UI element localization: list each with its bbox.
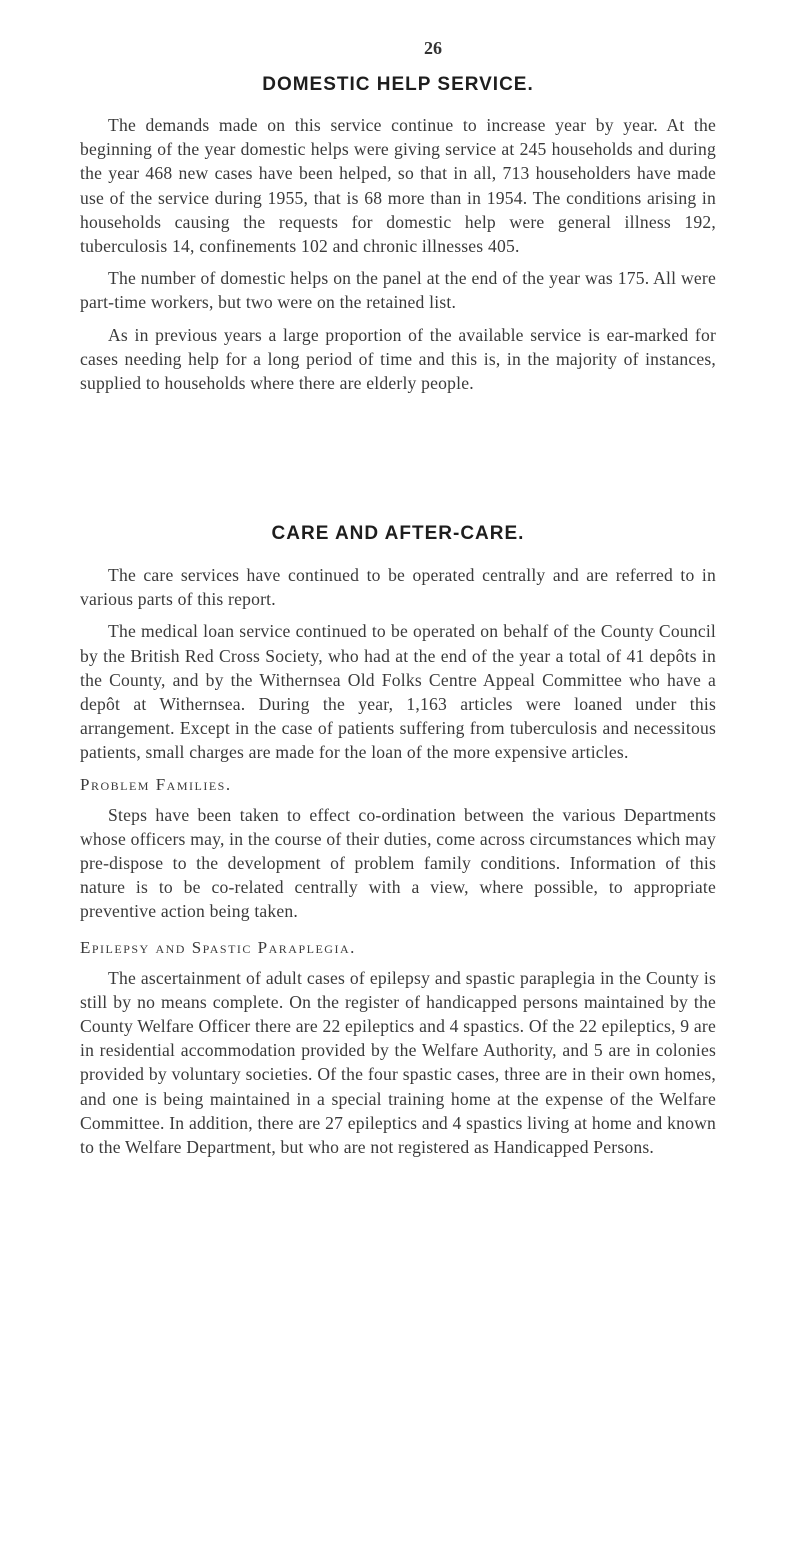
domestic-help-section (80, 113, 716, 395)
page-number: 26 (424, 38, 442, 58)
problem-families-subheading: Problem Families. (80, 774, 232, 794)
epilepsy-subheading: Epilepsy and Spastic Paraplegia. (80, 937, 356, 957)
epilepsy-paragraph: The ascertainment of adult cases of epilepsy and spastic paraplegia in the County is still by no means complete. On the register of handicapped persons maintained by the County Welfare Officer there are 22 epileptics and 4 spastics. Of the 22 epileptics, 9 are in residential accommodation provided by the Welfare Authority, and 5 are in colonies provided by voluntary societies. Of the four spastic cases, three are in their own homes, and one is being maintained in a special training home at the expense of the Welfare Committee. In addition, there are 27 epileptics and 4 spastics living at home and known to the Welfare Department, but who are not registered as Handicapped Persons. (80, 967, 716, 1158)
domestic-help-paragraph: As in previous years a large proportion of the available service is ear-marked for cases needing help for a long period of time and this is, in the majority of instances, supplied to households where there are elderly people. (80, 324, 716, 394)
care-paragraph: The medical loan service continued to be operated on behalf of the County Council by the British Red Cross Society, who had at the end of the year a total of 41 depôts in the County, and by the Withernsea Old Folks Centre Appeal Committee who have a depôt at Withernsea. During the year, 1,163 articles were loaned under this arrangement. Except in the case of patients suffering from tuberculosis and necessitous patients, small charges are made for the loan of the more expensive articles. (80, 621, 716, 763)
domestic-help-paragraph: The number of domestic helps on the panel at the end of the year was 175. All were part-time workers, but two were on the retained list. (80, 268, 716, 313)
domestic-help-paragraph: The demands made on this service continue to increase year by year. At the beginning of the year domestic helps were giving service at 245 households and during the year 468 new cases have been helped, so that in all, 713 householders have made use of the service during 1955, that is 68 more than in 1954. The conditions arising in households causing the requests for domestic help were general illness 192, tuberculosis 14, confinements 102 and chronic illnesses 405. (80, 115, 716, 257)
problem-families-paragraph: Steps have been taken to effect co-ordination between the various Departments whose officers may, in the course of their duties, come across circumstances which may pre-dispose to the development of problem family conditions. Information of this nature is to be co-related centrally with a view, where possible, to appropriate preventive action being taken. (80, 804, 716, 922)
care-heading: CARE AND AFTER-CARE. (271, 523, 525, 544)
care-paragraph: The care services have continued to be operated centrally and are referred to in various parts of this report. (80, 565, 716, 610)
care-section (80, 563, 716, 1159)
domestic-help-heading: DOMESTIC HELP SERVICE. (262, 74, 534, 95)
